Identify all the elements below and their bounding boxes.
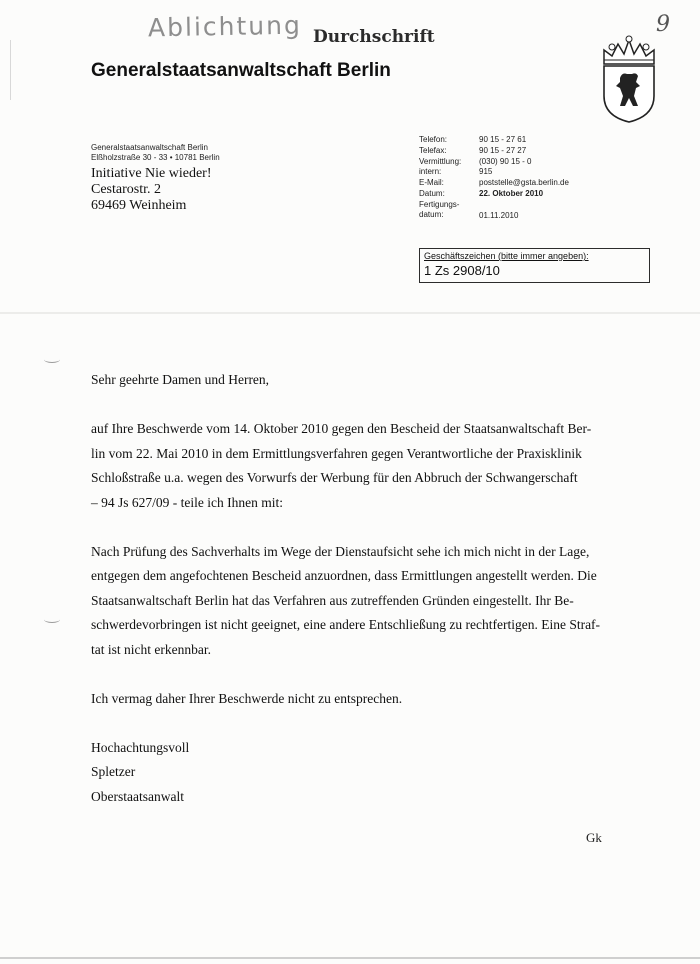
recipient-line-2: Cestarostr. 2: [91, 182, 161, 197]
contact-row-telefon: Telefon: 90 15 - 27 61: [419, 135, 527, 144]
paragraph-2-line: tat ist nicht erkennbar.: [91, 641, 211, 657]
reference-label: Geschäftszeichen (bitte immer angeben):: [424, 251, 589, 261]
sender-return-address: [91, 143, 220, 163]
reference-box: [419, 248, 650, 283]
paragraph-2-line: schwerdevorbringen ist nicht geeignet, eine andere Entschließung zu rechtfertigen. Eine Straf-: [91, 617, 601, 632]
contact-row-vermittlung: Vermittlung: (030) 90 15 - 0: [419, 156, 532, 166]
page-bottom-edge: [0, 957, 700, 959]
paragraph-1-line: lin vom 22. Mai 2010 in dem Ermittlungsverfahren gegen Verantwortliche der Praxisklinik: [91, 445, 582, 461]
contact-row-intern: intern: 915: [419, 167, 493, 177]
stamp-durchschrift: Durchschrift: [313, 27, 435, 47]
sender-name: Generalstaatsanwaltschaft Berlin: [91, 143, 208, 152]
paragraph-1-line: auf Ihre Beschwerde vom 14. Oktober 2010 gegen den Bescheid der Staatsanwaltschaft Ber-: [91, 421, 592, 436]
paragraph-1: [91, 417, 607, 515]
fold-line: [0, 312, 700, 314]
authority-name: Generalstaatsanwaltschaft Berlin: [91, 60, 391, 81]
recipient-line-1: Initiative Nie wieder!: [91, 166, 212, 181]
paragraph-2-line: Nach Prüfung des Sachverhalts im Wege der Dienstaufsicht sehe ich mich nicht in der Lage,: [91, 543, 590, 559]
punch-mark: [44, 356, 60, 363]
paragraph-1-line: – 94 Js 627/09 - teile ich Ihnen mit:: [91, 494, 283, 510]
contact-row-telefax: Telefax: 90 15 - 27 27: [419, 145, 527, 155]
contact-block: [419, 135, 639, 222]
closing: Hochachtungsvoll: [91, 739, 190, 755]
typist-initials: Gk: [586, 830, 602, 845]
stamp-ablichtung: Ablichtung: [147, 10, 303, 43]
contact-row-email: E-Mail: poststelle@gsta.berlin.de: [419, 178, 569, 188]
scan-artifact: [10, 40, 11, 100]
contact-row-fertigungsdatum: Fertigungs-datum: 01.11.2010: [419, 199, 519, 220]
letter-body: [91, 368, 607, 809]
recipient-address: [91, 166, 212, 214]
paragraph-2-line: Staatsanwaltschaft Berlin hat das Verfahren aus zutreffenden Gründen eingestellt. Ihr Be-: [91, 592, 574, 608]
contact-row-datum: Datum: 22. Oktober 2010: [419, 188, 544, 198]
punch-mark: [44, 616, 60, 623]
signer-name: Spletzer: [91, 764, 136, 779]
paragraph-3: Ich vermag daher Ihrer Beschwerde nicht zu entsprechen.: [91, 690, 403, 706]
signer-title: Oberstaatsanwalt: [91, 788, 184, 804]
sender-address: Elßholzstraße 30 - 33 • 10781 Berlin: [91, 153, 220, 162]
recipient-line-3: 69469 Weinheim: [91, 198, 187, 213]
paragraph-2-line: entgegen dem angefochtenen Bescheid anzuordnen, dass Ermittlungen angestellt werden. Die: [91, 568, 597, 583]
berlin-bear-crest-icon: [598, 34, 660, 124]
handwritten-page-number: 9: [656, 12, 670, 37]
paragraph-1-line: Schloßstraße u.a. wegen des Vorwurfs der Werbung für den Abbruch der Schwangerschaft: [91, 470, 578, 485]
reference-number: 1 Zs 2908/10: [424, 263, 500, 278]
salutation: Sehr geehrte Damen und Herren,: [91, 372, 270, 387]
paragraph-2: [91, 540, 607, 663]
